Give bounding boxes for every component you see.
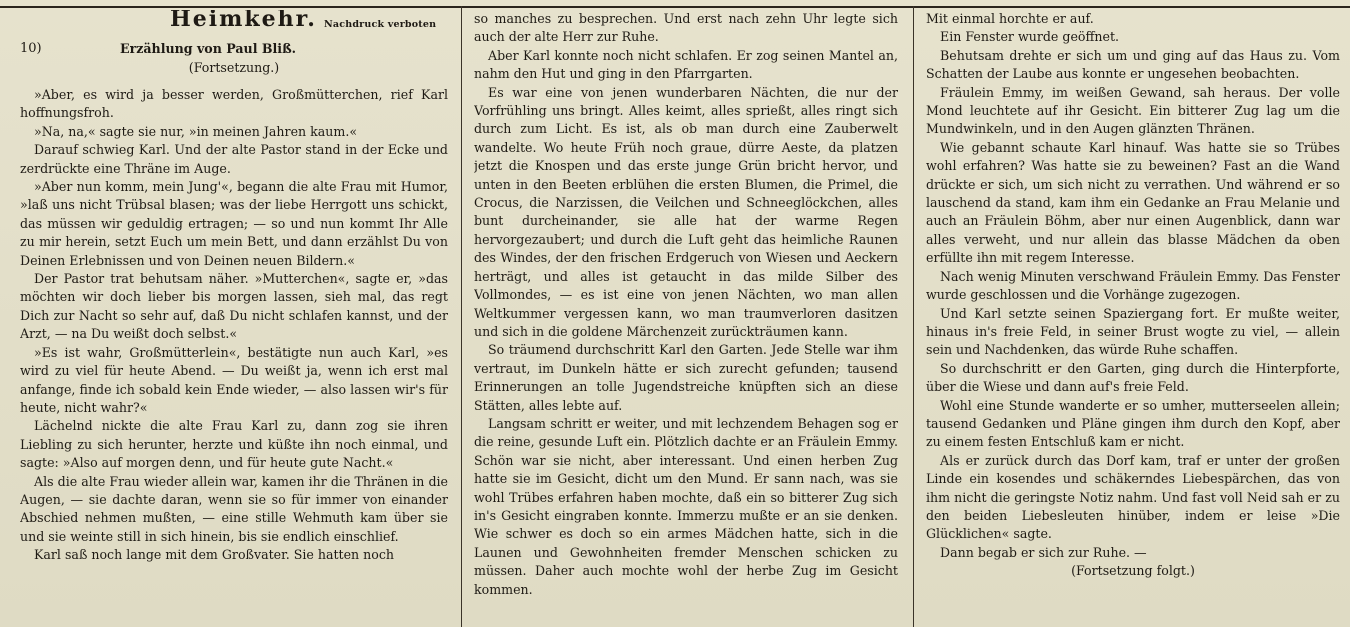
column-3 bbox=[926, 10, 1340, 623]
paragraph: »Aber nun komm, mein Jung'«, begann die alte Frau mit Humor, »laß uns nicht Trübsal blasen; was der liebe Herrgott uns schickt, das müssen wir geduldig ertragen; — so und nun kommt Ihr Alle zu mir herein, setzt Euch um mein Bett, und dann erzählst Du von Deinen Erlebnissen und von Deinen neuen Bildern.« bbox=[20, 179, 448, 268]
paragraph: Als die alte Frau wieder allein war, kamen ihr die Thränen in die Augen, — sie dachte daran, wenn sie so für immer von einander Abschied nehmen mußten, — eine stille Wehmuth kam über sie und sie weinte still in sich hinein, bis sie endlich einschlief. bbox=[20, 473, 448, 544]
paragraph: Behutsam drehte er sich um und ging auf das Haus zu. Vom Schatten der Laube aus konnte er ungesehen beobachten. bbox=[926, 47, 1340, 82]
paragraph: Karl saß noch lange mit dem Großvater. Sie hatten noch bbox=[34, 547, 395, 563]
paragraph: So durchschritt er den Garten, ging durch die Hinterpforte, über die Wiese und dann auf's freie Feld. bbox=[926, 360, 1340, 395]
paragraph: Darauf schwieg Karl. Und der alte Pastor stand in der Ecke und zerdrückte eine Thräne im Auge. bbox=[20, 142, 448, 176]
continuation-note: (Fortsetzung.) bbox=[188, 60, 280, 75]
installment-number: 10) bbox=[20, 41, 42, 56]
paragraph: »Na, na,« sagte sie nur, »in meinen Jahren kaum.« bbox=[34, 123, 358, 139]
paragraph: Wie gebannt schaute Karl hinauf. Was hatte sie so Trübes wohl erfahren? Was hatte sie zu beweinen? Fast an die Wand drückte er sich, um sich nicht zu verrathen. Und während er so lauschend da stand, kam ihm ein Gedanke an Frau Melanie und auch an Fräulein Böhm, aber nur einen Augenblick, dann war alles verweht, und nur allein das blasse Mädchen da oben erfüllte ihn mit regem Interesse. bbox=[926, 139, 1340, 266]
paragraph: Aber Karl konnte noch nicht schlafen. Er zog seinen Mantel an, nahm den Hut und ging in den Pfarrgarten. bbox=[474, 47, 898, 82]
paragraph: Dann begab er sich zur Ruhe. — bbox=[940, 544, 1147, 560]
end-note: (Fortsetzung folgt.) bbox=[1071, 563, 1195, 579]
paragraph: Als er zurück durch das Dorf kam, traf er unter der großen Linde ein kosendes und schäkerndes Liebespärchen, das von ihm nicht die geringste Notiz nahm. Und fast voll Neid sah er zu den beiden Liebesleuten hinüber, indem er leise »Die Glücklichen« sagte. bbox=[926, 452, 1340, 542]
paragraph: Wohl eine Stunde wanderte er so umher, mutterseelen allein; tausend Gedanken und Pläne gingen ihm durch den Kopf, aber zu einem festen Entschluß kam er nicht. bbox=[926, 397, 1340, 450]
column-divider bbox=[461, 6, 462, 627]
paragraph: So träumend durchschritt Karl den Garten. Jede Stelle war ihm vertraut, im Dunkeln hätte er sich zurecht gefunden; tausend Erinnerungen an tolle Jugendstreiche knüpften sich an diese Stätten, alles lebte auf. bbox=[474, 342, 898, 413]
column-1 bbox=[20, 10, 448, 623]
reprint-notice: Nachdruck verboten bbox=[324, 19, 437, 30]
paragraph: Langsam schritt er weiter, und mit lechzendem Behagen sog er die reine, gesunde Luft ein. Plötzlich dachte er an Fräulein Emmy. Schön war sie nicht, aber interessant. Und einen herben Zug hatte sie im Gesicht, dicht um den Mund. Er sann nach, was sie wohl Trübes erfahren haben mochte, daß ein so bitterer Zug sich in's Gesicht eingraben konnte. Immerzu mußte er an sie denken. Wie schwer es doch so ein armes Mädchen hatte, sich in die Launen und Gewohnheiten fremder Menschen schicken zu müssen. Daher auch mochte wohl der herbe Zug im Gesicht kommen. bbox=[474, 415, 898, 597]
paragraph: Lächelnd nickte die alte Frau Karl zu, dann zog sie ihren Liebling zu sich herunter, herzte und küßte ihn noch einmal, und sagte: »Also auf morgen denn, und für heute gute Nacht.« bbox=[20, 418, 448, 471]
column-1-body bbox=[20, 86, 448, 565]
paragraph: so manches zu besprechen. Und erst nach zehn Uhr legte sich auch der alte Herr zur Ruhe. bbox=[474, 11, 898, 45]
paragraph: »Aber, es wird ja besser werden, Großmütterchen, rief Karl hoffnungsfroh. bbox=[20, 87, 448, 121]
column-2 bbox=[474, 10, 898, 623]
paragraph: Der Pastor trat behutsam näher. »Mutterchen«, sagte er, »das möchten wir doch lieber bis morgen lassen, sieh mal, das regt Dich zur Nacht so sehr auf, daß Du nicht schlafen kannst, und der Arzt, — na Du weißt doch selbst.« bbox=[20, 271, 448, 342]
paragraph: Und Karl setzte seinen Spaziergang fort. Er mußte weiter, hinaus in's freie Feld, in seiner Brust wogte zu viel, — allein sein und Nachdenken, das würde Ruhe schaffen. bbox=[926, 305, 1340, 358]
top-rule bbox=[0, 0, 1350, 8]
title-row bbox=[20, 10, 448, 40]
paragraph: Fräulein Emmy, im weißen Gewand, sah heraus. Der volle Mond leuchtete auf ihr Gesicht. Ein bitterer Zug lag um die Mundwinkeln, und in den Augen glänzten Thränen. bbox=[926, 84, 1340, 137]
paragraph: Mit einmal horchte er auf. bbox=[926, 11, 1094, 26]
paragraph: Nach wenig Minuten verschwand Fräulein Emmy. Das Fenster wurde geschlossen und die Vorhänge zugezogen. bbox=[926, 268, 1340, 303]
article-title: Heimkehr. bbox=[170, 10, 317, 32]
paragraph: »Es ist wahr, Großmütterlein«, bestätigte nun auch Karl, »es wird zu viel für heute Abend. — Du weißt ja, wenn ich erst mal anfange, finde ich sobald kein Ende wieder, — also lassen wir's für heute, nicht wahr?« bbox=[20, 344, 448, 415]
paragraph: Ein Fenster wurde geöffnet. bbox=[940, 29, 1120, 45]
paragraph: Es war eine von jenen wunderbaren Nächten, die nur der Vorfrühling uns bringt. Alles keimt, alles sprießt, alles ringt sich durch zum Licht. Es ist, als ob man durch eine Zauberwelt wandelte. Wo heute Früh noch graue, dürre Aeste, da platzen jetzt die Knospen und das erste junge Grün bricht hervor, und unten in den Beeten erblühen die ersten Blumen, die Primel, die Crocus, die Narzissen, die Veilchen und Schneeglöckchen, alles bunt durcheinander, sie alle hat der warme Regen hervorgezaubert; und durch die Luft geht das heimliche Raunen des Windes, der den frischen Erdgeruch von Wiesen und Aeckern herträgt, und alles ist getaucht in das milde Silber des Vollmondes, — es ist eine von jenen Nächten, wo man allen Weltkummer vergessen kann, wo man traumverloren dasitzen und sich in die goldene Märchenzeit zurückträumen kann. bbox=[474, 84, 898, 339]
installment-row bbox=[20, 40, 448, 59]
column-divider bbox=[913, 6, 914, 627]
article-subtitle: Erzählung von Paul Bliß. bbox=[120, 41, 297, 56]
